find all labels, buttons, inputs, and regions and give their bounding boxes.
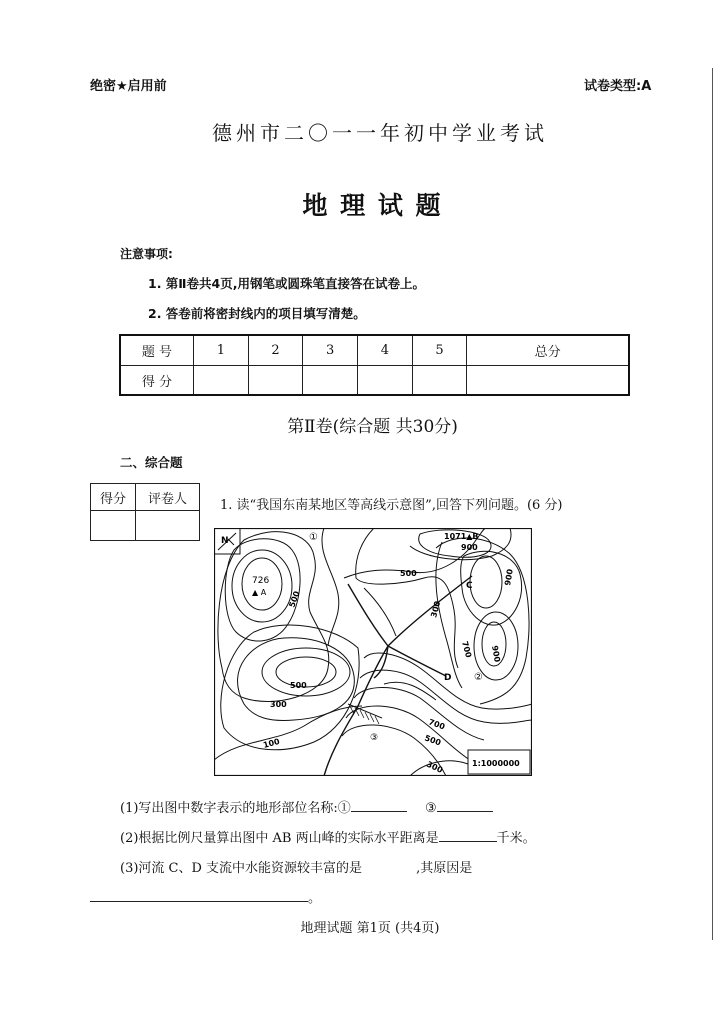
peak-b-label: 1071▲B [444,532,479,541]
score-col-1: 1 [194,335,249,366]
sub2-suffix: 千米。 [496,831,536,846]
sub3-text: (3)河流 C、D 支流中水能资源较丰富的是 [120,861,363,876]
part-heading: 二、综合题 [120,455,183,470]
contour-label-500-se: 500 [423,733,443,748]
contour-label-300-center: 300 [429,600,443,619]
answer-blank-3[interactable] [437,797,493,812]
grader-name-label: 评卷人 [136,484,200,511]
sub1-mid: ③ [424,801,437,816]
answer-blank-distance[interactable] [439,827,497,842]
note-item-1: 1. 第Ⅱ卷共4页,用钢笔或圆珠笔直接答在试卷上。 [148,276,425,291]
label-d: D [444,673,452,683]
contour-label-100: 100 [262,736,281,750]
grader-name-cell[interactable] [136,511,200,541]
sub3-suffix: ,其原因是 [416,861,473,876]
score-col-4: 4 [358,335,413,366]
question1-prompt: 1. 读“我国东南某地区等高线示意图”,回答下列问题。(6 分) [220,498,563,513]
sub1-prefix: (1)写出图中数字表示的地形部位名称:① [120,801,351,816]
score-cell-2[interactable] [248,366,303,396]
contour-label-700-se: 700 [427,717,447,732]
contour-label-500-mid: 500 [290,681,307,690]
answer-blank-reason[interactable] [90,887,308,902]
score-cell-1[interactable] [194,366,249,396]
score-cell-5[interactable] [412,366,467,396]
sub-question-2 [120,827,536,846]
marker-2: ② [474,672,483,683]
marker-1: ① [309,532,318,543]
contour-label-900-east: 900 [503,568,515,587]
grader-value-row [91,511,200,541]
peak-a-value: 726 [252,576,270,586]
note-item-2: 2. 答卷前将密封线内的项目填写清楚。 [148,306,366,321]
contour-label-300-se: 300 [425,759,445,775]
score-col-total: 总分 [467,335,629,366]
grader-score-label: 得分 [91,484,136,511]
sub-question-3-end [90,887,321,906]
north-label: N [221,536,229,546]
score-table [119,334,630,396]
notes-heading: 注意事项: [120,247,173,261]
sub3-end: 。 [308,891,322,906]
grader-header-row [91,484,200,511]
sub-question-3 [120,857,472,876]
score-cell-3[interactable] [303,366,358,396]
score-header-row [120,335,629,366]
score-cell-4[interactable] [358,366,413,396]
secret-label: 绝密★启用前 [90,79,167,94]
score-header-label: 题 号 [120,335,194,366]
grader-score-cell[interactable] [91,511,136,541]
score-row-label: 得 分 [120,366,194,396]
contour-label-900-top: 900 [461,543,478,552]
contour-label-500-west: 500 [287,589,302,609]
label-c: C [466,581,473,591]
marker-3: ③ [370,733,379,743]
contour-label-700-east: 700 [460,640,474,659]
score-value-row [120,366,629,396]
score-col-3: 3 [303,335,358,366]
section-title: 第Ⅱ卷(综合题 共30分) [287,417,458,437]
contour-label-900-east2: 900 [490,644,502,663]
answer-blank-1[interactable] [351,797,407,812]
peak-a-label: ▲ A [252,588,267,597]
scale-label: 1:1000000 [472,759,520,768]
sub-question-1 [120,797,493,816]
sub2-prefix: (2)根据比例尺量算出图中 AB 两山峰的实际水平距离是 [120,831,439,846]
grader-table [90,483,200,541]
page-footer: 地理试题 第1页 (共4页) [300,921,440,936]
contour-map [214,528,532,776]
exam-title: 德州市二〇一一年初中学业考试 [212,121,548,145]
score-cell-total[interactable] [467,366,629,396]
score-col-5: 5 [412,335,467,366]
contour-label-300-west: 300 [270,700,287,709]
subject-title: 地 理 试 题 [302,191,443,220]
contour-label-500-top: 500 [400,569,417,578]
score-col-2: 2 [248,335,303,366]
paper-type: 试卷类型:A [584,79,652,94]
